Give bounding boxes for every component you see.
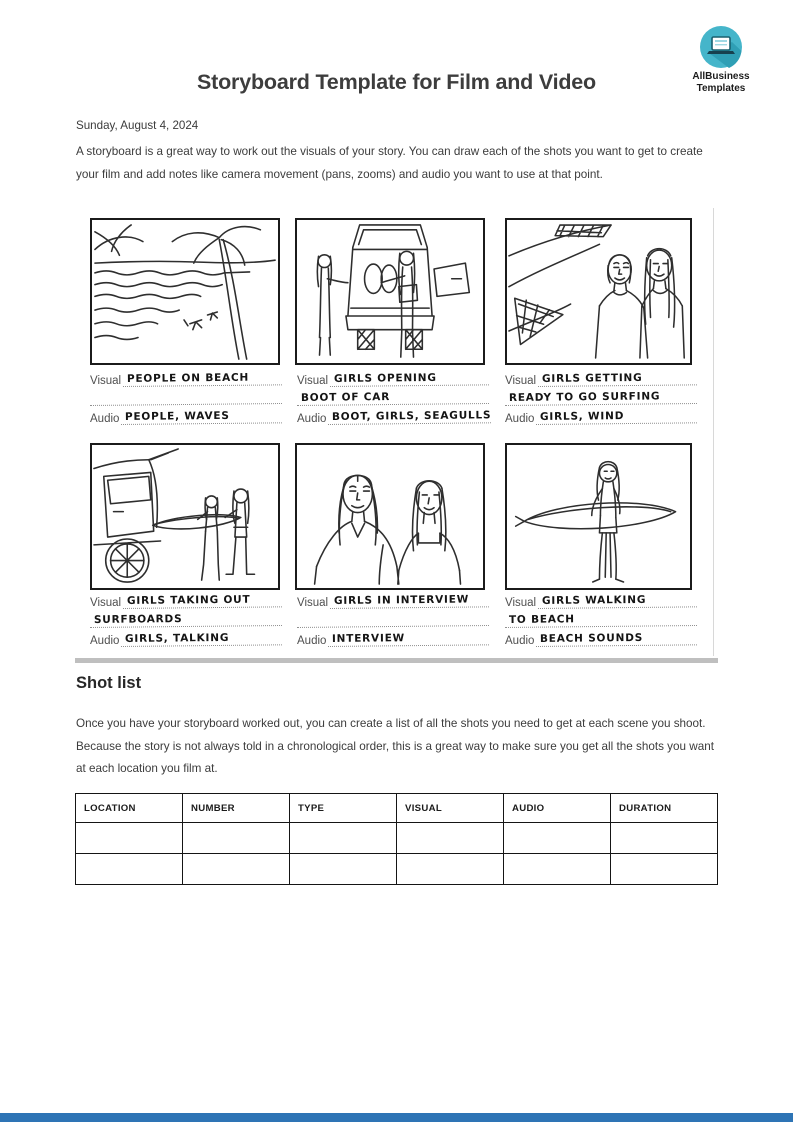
date-line: Sunday, August 4, 2024	[76, 119, 199, 132]
table-cell[interactable]	[397, 854, 504, 885]
audio-label: Audio	[297, 413, 327, 425]
visual-text: GIRLS IN INTERVIEW	[330, 593, 489, 609]
audio-text: INTERVIEW	[328, 631, 489, 647]
caption-panel-5	[297, 590, 489, 647]
audio-text: GIRLS, TALKING	[121, 631, 282, 647]
section-divider	[75, 658, 718, 663]
storyboard-frame-6	[505, 443, 692, 590]
table-header-row	[76, 794, 718, 823]
column-header-type: TYPE	[290, 794, 397, 823]
girls-closeup-sketch	[507, 220, 690, 363]
table-row	[76, 854, 718, 885]
column-header-duration: DURATION	[611, 794, 718, 823]
visual-text: GIRLS WALKING	[538, 593, 697, 609]
caption-panel-4	[90, 590, 282, 647]
audio-label: Audio	[505, 635, 535, 647]
shot-list-heading: Shot list	[76, 674, 142, 692]
visual-text-line2: SURFBOARDS	[90, 612, 282, 628]
table-cell[interactable]	[611, 823, 718, 854]
table-row	[76, 823, 718, 854]
interview-sketch	[297, 445, 483, 588]
visual-label: Visual	[90, 375, 122, 387]
visual-text-line2: TO BEACH	[505, 612, 697, 628]
logo-text-line2: Templates	[696, 82, 746, 94]
beach-sketch	[92, 220, 278, 363]
visual-text: GIRLS OPENING	[330, 371, 489, 387]
page-title: Storyboard Template for Film and Video	[197, 70, 596, 94]
storyboard-frame-3	[505, 218, 692, 365]
visual-text: PEOPLE ON BEACH	[123, 371, 282, 387]
column-header-visual: VISUAL	[397, 794, 504, 823]
shot-list-table	[75, 793, 718, 885]
intro-paragraph: A storyboard is a great way to work out the visuals of your story. You can draw each of the shots you want to get to create your film and add notes like camera movement (pans, zooms) and audio you want to use at that point.	[76, 145, 703, 181]
car-boot-sketch	[297, 220, 483, 363]
storyboard-frame-2	[295, 218, 485, 365]
caption-panel-1	[90, 368, 282, 425]
audio-label: Audio	[90, 413, 120, 425]
visual-label: Visual	[297, 597, 329, 609]
audio-label: Audio	[90, 635, 120, 647]
storyboard-frame-4	[90, 443, 280, 590]
audio-label: Audio	[297, 635, 327, 647]
column-header-location: LOCATION	[76, 794, 183, 823]
visual-label: Visual	[90, 597, 122, 609]
storyboard-figure	[75, 205, 718, 660]
caption-panel-6	[505, 590, 697, 647]
table-cell[interactable]	[397, 823, 504, 854]
visual-text: GIRLS GETTING	[538, 371, 697, 387]
column-header-number: NUMBER	[183, 794, 290, 823]
storyboard-frame-5	[295, 443, 485, 590]
audio-text: BOOT, GIRLS, SEAGULLS	[328, 409, 492, 425]
scan-edge-line	[713, 208, 714, 656]
footer-accent-bar	[0, 1113, 793, 1122]
laptop-logo-icon	[699, 25, 743, 69]
audio-text: BEACH SOUNDS	[536, 631, 697, 647]
visual-text: GIRLS TAKING OUT	[123, 593, 282, 609]
table-cell[interactable]	[290, 854, 397, 885]
column-header-audio: AUDIO	[504, 794, 611, 823]
car-surfboard-sketch	[92, 445, 278, 588]
table-cell[interactable]	[183, 854, 290, 885]
table-cell[interactable]	[183, 823, 290, 854]
logo-text-line1: AllBusiness	[692, 71, 750, 82]
audio-text: PEOPLE, WAVES	[121, 409, 282, 425]
girl-surfboard-sketch	[507, 445, 690, 588]
visual-label: Visual	[297, 375, 329, 387]
visual-text-line2: BOOT OF CAR	[297, 390, 489, 406]
caption-panel-2	[297, 368, 492, 425]
audio-text: GIRLS, WIND	[536, 409, 697, 425]
visual-label: Visual	[505, 597, 537, 609]
caption-panel-3	[505, 368, 697, 425]
table-cell[interactable]	[290, 823, 397, 854]
table-cell[interactable]	[76, 854, 183, 885]
table-cell[interactable]	[611, 854, 718, 885]
table-cell[interactable]	[504, 823, 611, 854]
visual-label: Visual	[505, 375, 537, 387]
storyboard-frame-1	[90, 218, 280, 365]
visual-text-line2: READY TO GO SURFING	[505, 390, 697, 406]
shot-list-paragraph: Once you have your storyboard worked out, you can create a list of all the shots you need to get at each scene you shoot. Because the story is not always told in a chronological order, this is a great way to make sure you get all the shots you want at each location you film at.	[76, 717, 714, 775]
table-cell[interactable]	[504, 854, 611, 885]
table-cell[interactable]	[76, 823, 183, 854]
audio-label: Audio	[505, 413, 535, 425]
